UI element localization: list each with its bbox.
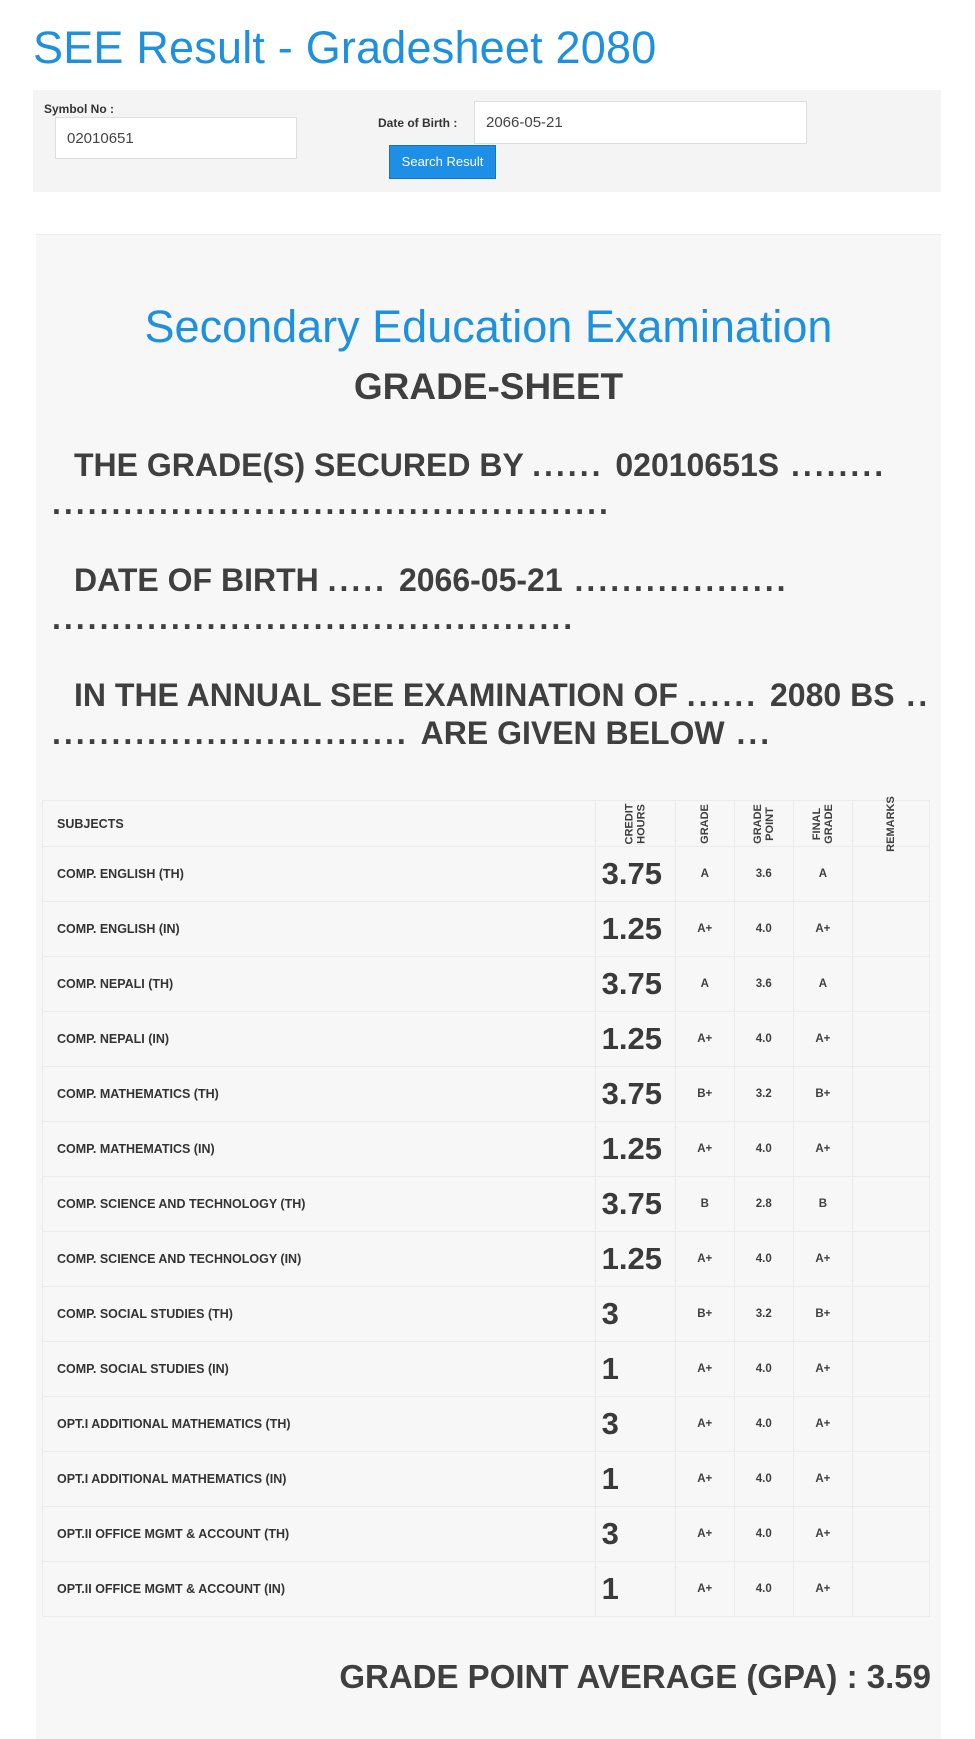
grade-sheet-heading: GRADE-SHEET — [353, 366, 624, 407]
given-below-text: ARE GIVEN BELOW — [420, 715, 725, 751]
credit-hours-header: CREDIT HOURS — [595, 801, 675, 847]
symbol-no-input[interactable] — [55, 117, 297, 159]
grade-table — [42, 795, 930, 1617]
dob-line: DATE OF BIRTH ..... 2066-05-21 .................. ............................................ — [52, 562, 789, 636]
dob-text-label: DATE OF BIRTH — [74, 562, 319, 598]
exam-line: IN THE ANNUAL SEE EXAMINATION OF ...... 2080 BS .. .............................. ARE GIVEN BELOW ... — [52, 677, 931, 751]
secured-by-line: THE GRADE(S) SECURED BY ...... 02010651S ........ ............................................... — [52, 447, 887, 521]
exam-heading: Secondary Education Examination — [144, 301, 833, 352]
symbol-no-label: Symbol No : — [44, 102, 115, 116]
gpa-value: 3.59 — [866, 1658, 931, 1695]
table-header-row — [43, 801, 930, 847]
dob-value: 2066-05-21 — [398, 562, 563, 598]
table-row: COMP. SCIENCE AND TECHNOLOGY (IN) 1.25 A+ 4.0 A+ — [43, 1232, 930, 1287]
table-row: COMP. MATHEMATICS (IN) 1.25 A+ 4.0 A+ — [43, 1122, 930, 1177]
exam-label: IN THE ANNUAL SEE EXAMINATION OF — [74, 677, 678, 713]
remarks-header: REMARKS — [852, 801, 929, 847]
table-row: OPT.II OFFICE MGMT & ACCOUNT (TH) 3 A+ 4.0 A+ — [43, 1507, 930, 1562]
grade-sheet — [36, 234, 941, 1739]
table-row: COMP. ENGLISH (IN) 1.25 A+ 4.0 A+ — [43, 902, 930, 957]
grade-point-header: GRADE POINT — [734, 801, 793, 847]
exam-year: 2080 BS — [770, 677, 895, 713]
table-row: COMP. SCIENCE AND TECHNOLOGY (TH) 3.75 B 2.8 B — [43, 1177, 930, 1232]
table-row: COMP. NEPALI (IN) 1.25 A+ 4.0 A+ — [43, 1012, 930, 1067]
table-row: OPT.I ADDITIONAL MATHEMATICS (TH) 3 A+ 4.0 A+ — [43, 1397, 930, 1452]
table-row: COMP. ENGLISH (TH) 3.75 A 3.6 A — [43, 847, 930, 902]
secured-by-label: THE GRADE(S) SECURED BY — [74, 447, 524, 483]
table-row: COMP. NEPALI (TH) 3.75 A 3.6 A — [43, 957, 930, 1012]
gpa-line — [339, 1658, 931, 1696]
table-row: OPT.II OFFICE MGMT & ACCOUNT (IN) 1 A+ 4.0 A+ — [43, 1562, 930, 1617]
dob-label: Date of Birth : — [378, 116, 458, 130]
table-row: OPT.I ADDITIONAL MATHEMATICS (IN) 1 A+ 4.0 A+ — [43, 1452, 930, 1507]
search-result-button[interactable]: Search Result — [389, 145, 496, 179]
page-title: SEE Result - Gradesheet 2080 — [33, 22, 657, 73]
table-row: COMP. SOCIAL STUDIES (IN) 1 A+ 4.0 A+ — [43, 1342, 930, 1397]
table-row: COMP. MATHEMATICS (TH) 3.75 B+ 3.2 B+ — [43, 1067, 930, 1122]
symbol-number: 02010651S — [615, 447, 780, 483]
subjects-header: SUBJECTS — [43, 801, 596, 847]
dob-input[interactable] — [474, 101, 807, 144]
grade-header: GRADE — [675, 801, 734, 847]
search-panel — [33, 90, 941, 192]
final-grade-header: FINAL GRADE — [793, 801, 852, 847]
gpa-label: GRADE POINT AVERAGE (GPA) : — [339, 1658, 858, 1695]
table-row: COMP. SOCIAL STUDIES (TH) 3 B+ 3.2 B+ — [43, 1287, 930, 1342]
